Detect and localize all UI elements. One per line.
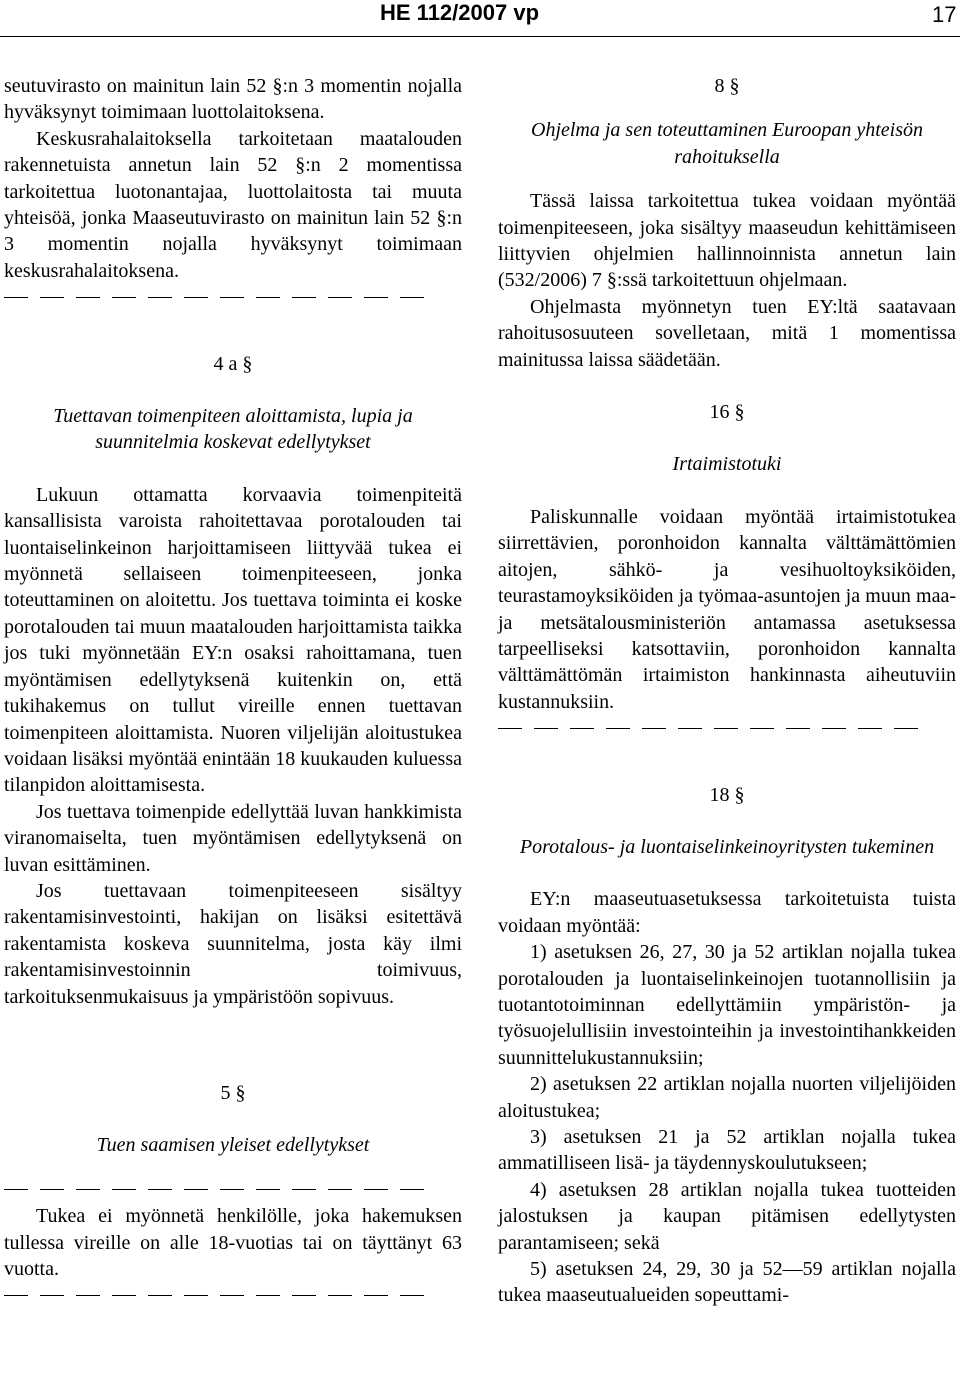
list-item: 3) asetuksen 21 ja 52 artiklan nojalla tukea ammatilliseen lisä- ja täydennyskoulutukseen; (498, 1125, 956, 1175)
section-title: Tuettavan toimenpiteen aloittamista, lupia ja suunnitelmia koskevat edellytykset (53, 405, 413, 454)
page-number: 17 (932, 2, 957, 27)
omission-dashes (4, 1177, 462, 1203)
paragraph: EY:n maaseutuasetuksessa tarkoitetuista tuista voidaan myöntää: (498, 888, 956, 937)
paragraph: Jos tuettava toimenpide edellyttää luvan hankkimista viranomaiselta, tuen myöntämisen edellytyksenä on luvan esittäminen. (4, 800, 462, 876)
left-column (4, 73, 462, 1309)
paragraph: Jos tuettavaan toimenpiteeseen sisältyy rakentamisinvestointi, hakijan on lisäksi esitettävä rakentamista koskeva suunnitelma, josta käy ilmi rakentamisinvestoinnin toimivuus, tarkoituksenmukaisuus ja ympäristöön sopivuus. (4, 879, 462, 1008)
section-number: 8 § (714, 75, 740, 97)
list-item: 1) asetuksen 26, 27, 30 ja 52 artiklan nojalla tukea porotalouden ja luontaiselinkeinojen tuotannollisiin ja tuotantotoiminnan edellyttämiin ympäristön- ja työsuojelullisiin investointeihin ja investointihankkeiden suunnittelukustannuksiin; (498, 941, 956, 1069)
section-title: Tuen saamisen yleiset edellytykset (96, 1134, 370, 1157)
header-rule (0, 36, 960, 37)
section-number: 4 a § (213, 352, 253, 375)
section-number: 16 § (709, 401, 745, 424)
document-id: HE 112/2007 vp (380, 0, 540, 25)
paragraph: seutuvirasto on mainitun lain 52 §:n 3 momentin nojalla hyväksynyt toimimaan luottolaitoksena. (4, 75, 462, 124)
paragraph: Tässä laissa tarkoitettua tukea voidaan myöntää toimenpiteeseen, joka sisältyy maaseudun kehittämiseen liittyvien ohjelmien hallinnoinnista annetun lain (532/2006) 7 §:ssä tarkoitettuun ohjelmaan. (498, 190, 956, 292)
list-item: 4) asetuksen 28 artiklan nojalla tukea tuotteiden jalostuksen ja kaupan pitämisen edellytysten parantamiseen; sekä (498, 1178, 956, 1254)
section-title: Porotalous- ja luontaiselinkeinoyritysten tukeminen (519, 835, 935, 858)
list-item: 2) asetuksen 22 artiklan nojalla nuorten viljelijöiden aloitustukea; (498, 1073, 956, 1122)
paragraph: Ohjelmasta myönnetyn tuen EY:ltä saatavaan rahoitusosuuteen sovelletaan, mitä 1 momentissa mainitussa laissa säädetään. (498, 295, 956, 371)
section-number: 18 § (709, 783, 745, 806)
page-header (0, 0, 960, 36)
section-title: Irtaimistotuki (672, 453, 782, 476)
section-title: Ohjelma ja sen toteuttaminen Euroopan yhteisön rahoituksella (531, 119, 923, 168)
paragraph: Keskusrahalaitoksella tarkoitetaan maatalouden rakennetuista annetun lain 52 §:n 2 momentissa tarkoitettua luotonantajaa, luottolaitosta tai muuta yhteisöä, jonka Maaseutuvirasto on mainitun lain 52 §:n 3 momentin nojalla hyväksynyt toimimaan keskusrahalaitoksena. (4, 127, 462, 282)
paragraph: Tukea ei myönnetä henkilölle, joka hakemuksen tullessa vireille on alle 18-vuotias tai on täyttänyt 63 vuotta. (4, 1205, 462, 1280)
omission-dashes (498, 715, 956, 741)
section-number: 5 § (220, 1081, 246, 1104)
paragraph: Paliskunnalle voidaan myöntää irtaimistotukea siirrettävien, poronhoidon kannalta välttämättömien aitojen, sähkö- ja vesihuoltoyksiköiden, teurastamoyksiköiden ja työmaa-asuntojen ja muun maa- ja metsätalousministeriön antamassa asetuksessa tarpeelliseksi katsottaviin, poronhoidon kannalta välttämättömän irtaimiston hankinnasta aiheutuviin kustannuksiin. (498, 505, 956, 713)
omission-dashes (4, 284, 462, 310)
paragraph: Lukuun ottamatta korvaavia toimenpiteitä kansallisista varoista rahoitettavaa porotalouden tai luontaiselinkeinon harjoittamiseen liittyvää tukea ei myönnetä sellaiseen toimenpiteeseen, jonka toteuttaminen on aloitettu. Jos tuettava toiminta ei koske porotalouden tai muun maatalouden harjoittamista taikka jos tuki myönnetään EY:n osaksi rahoittamana, tuen myöntämisen edellytyksenä kuitenkin on, että tukihakemus on tullut vireille ennen tuettavan toimenpiteen aloittamista. Nuoren viljelijän aloitustukea voidaan lisäksi myöntää enintään 18 kuukauden kuluessa tilanpidon aloittamisesta. (4, 483, 462, 797)
right-column (498, 73, 956, 1309)
list-item: 5) asetuksen 24, 29, 30 ja 52—59 artiklan nojalla tukea maaseutualueiden sopeuttami- (498, 1258, 956, 1307)
omission-dashes (4, 1282, 462, 1308)
